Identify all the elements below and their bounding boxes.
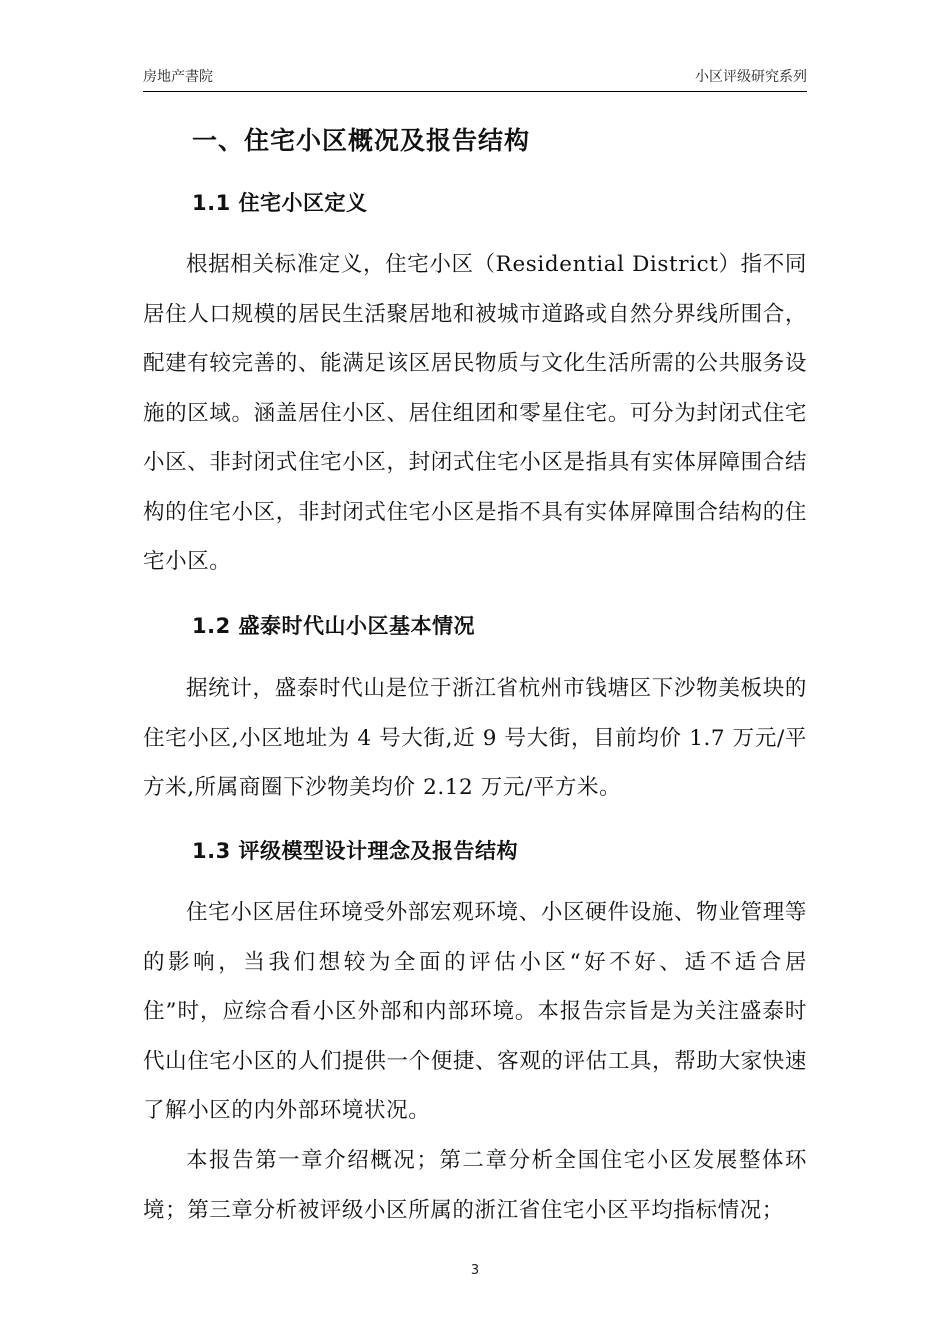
- section-heading-1-1: 1.1 住宅小区定义: [192, 191, 368, 215]
- header-publisher: 房地产書院: [143, 69, 213, 85]
- section-heading-1-3: 1.3 评级模型设计理念及报告结构: [192, 839, 519, 863]
- section-heading-1-2: 1.2 盛泰时代山小区基本情况: [192, 614, 476, 638]
- header-series-title: 小区评级研究系列: [695, 69, 807, 85]
- section-1-2-paragraph: 据统计，盛泰时代山是位于浙江省杭州市钱塘区下沙物美板块的住宅小区,小区地址为 4 号大街,近 9 号大街，目前均价 1.7 万元/平方米,所属商圈下沙物美均价 2.12 万元/平方米。: [143, 676, 807, 800]
- page-number: 3: [470, 1263, 480, 1278]
- header-rule: [143, 91, 807, 92]
- running-header: [143, 66, 807, 90]
- section-1-3-paragraph-1: 住宅小区居住环境受外部宏观环境、小区硬件设施、物业管理等的影响，当我们想较为全面的评估小区“好不好、适不适合居住”时，应综合看小区外部和内部环境。本报告宗旨是为关注盛泰时代山住宅小区的人们提供一个便捷、客观的评估工具，帮助大家快速了解小区的内外部环境状况。: [143, 900, 807, 1123]
- section-1-1-paragraph: 根据相关标准定义，住宅小区（Residential District）指不同居住人口规模的居民生活聚居地和被城市道路或自然分界线所围合，配建有较完善的、能满足该区居民物质与文化生活所需的公共服务设施的区域。涵盖居住小区、居住组团和零星住宅。可分为封闭式住宅小区、非封闭式住宅小区，封闭式住宅小区是指具有实体屏障围合结构的住宅小区，非封闭式住宅小区是指不具有实体屏障围合结构的住宅小区。: [143, 252, 807, 574]
- section-1-3-paragraph-2: 本报告第一章介绍概况；第二章分析全国住宅小区发展整体环境；第三章分析被评级小区所属的浙江省住宅小区平均指标情况；: [143, 1148, 807, 1223]
- chapter-title: 一、住宅小区概况及报告结构: [192, 126, 531, 155]
